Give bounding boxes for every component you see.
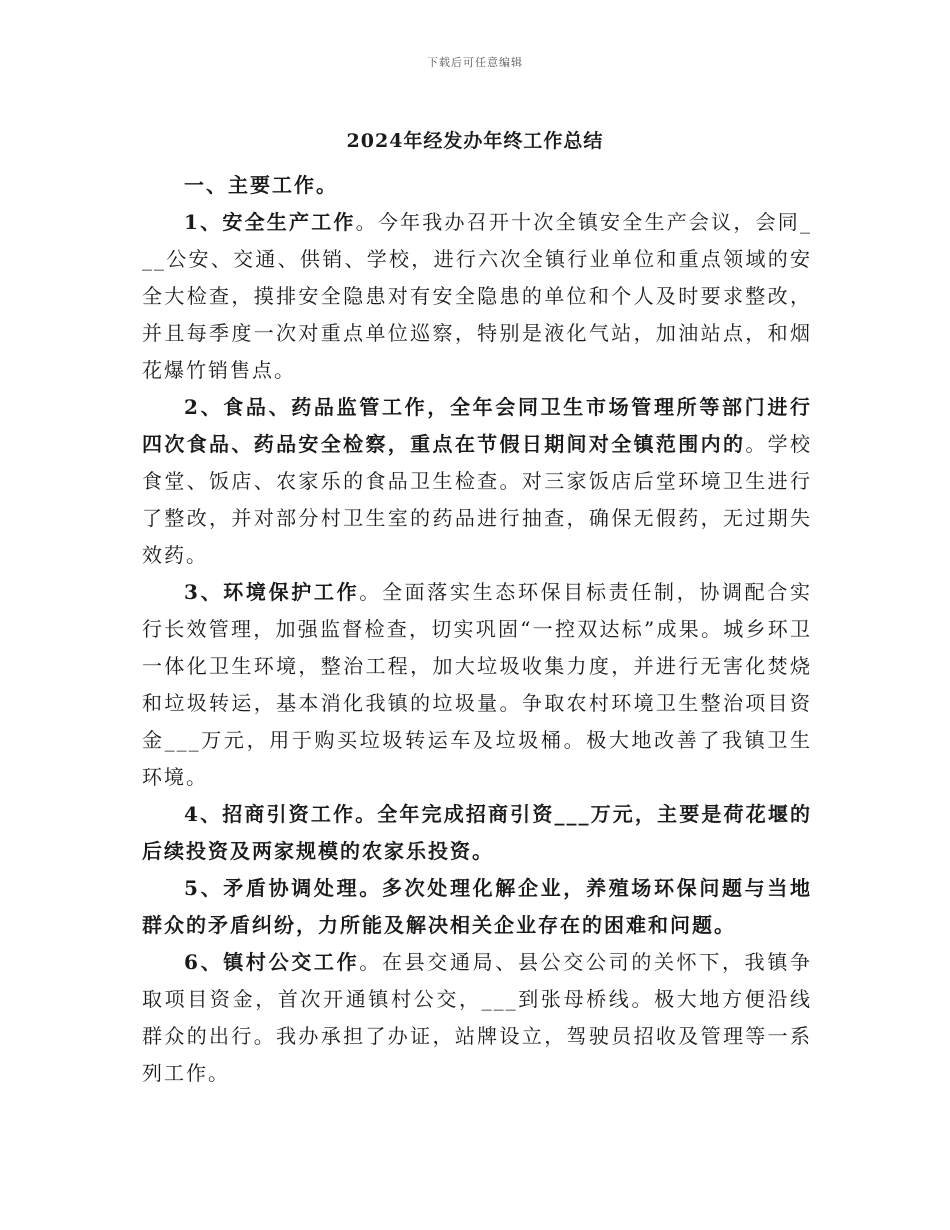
- header-note: 下载后可任意编辑: [427, 56, 523, 69]
- paragraph-body: 。学校食堂、饭店、农家乐的食品卫生检查。对三家饭店后堂环境卫生进行了整改，并对部分村卫生室的药品进行抽查，确保无假药，无过期失效药。: [142, 432, 813, 567]
- document-body: [142, 167, 812, 1092]
- paragraph-lead: 2、食品、药品监管工作，全年会同卫生市场管理所等部门进行四次食品、药品安全检察，重点在节假日期间对全镇范围内的: [142, 395, 812, 456]
- paragraph-body: 。全面落实生态环保目标责任制，协调配合实行长效管理，加强监督检查，切实巩固“一控双达标”成果。城乡环卫一体化卫生环境，整治工程，加大垃圾收集力度，并进行无害化焚烧和垃圾转运，基本消化我镇的垃圾量。争取农村环境卫生整治项目资金___万元，用于购买垃圾转运车及垃圾桶。极大地改善了我镇卫生环境。: [142, 580, 813, 789]
- paragraph-lead: 6、镇村公交工作: [184, 950, 360, 974]
- paragraph-lead: 4、招商引资工作。全年完成招商引资___万元，主要是荷花堰的后续投资及两家规模的农家乐投资。: [142, 802, 812, 863]
- paragraph-lead: 1、安全生产工作: [184, 210, 356, 234]
- paragraph-investment: [142, 796, 812, 870]
- paragraph-environment: [142, 574, 812, 796]
- paragraph-body: 。今年我办召开十次全镇安全生产会议，会同___公安、交通、供销、学校，进行六次全镇行业单位和重点领域的安全大检查，摸排安全隐患对有安全隐患的单位和个人及时要求整改，并且每季度一次对重点单位巡察，特别是液化气站，加油站点，和烟花爆竹销售点。: [142, 210, 812, 382]
- document-title: 2024年经发办年终工作总结: [346, 130, 604, 152]
- paragraph-safety: [142, 204, 812, 389]
- paragraph-body: 。在县交通局、县公交公司的关怀下，我镇争取项目资金，首次开通镇村公交，___到张母桥线。极大地方便沿线群众的出行。我办承担了办证，站牌设立，驾驶员招收及管理等一系列工作。: [142, 950, 813, 1085]
- paragraph-conflict: [142, 870, 812, 944]
- paragraph-bus: [142, 944, 812, 1092]
- section-heading: 一、主要工作。: [184, 173, 338, 197]
- paragraph-lead: 3、环境保护工作: [184, 580, 360, 604]
- paragraph-food-drug: [142, 389, 812, 574]
- paragraph-lead: 5、矛盾协调处理。多次处理化解企业，养殖场环保问题与当地群众的矛盾纠纷，力所能及解决相关企业存在的困难和问题。: [142, 876, 812, 937]
